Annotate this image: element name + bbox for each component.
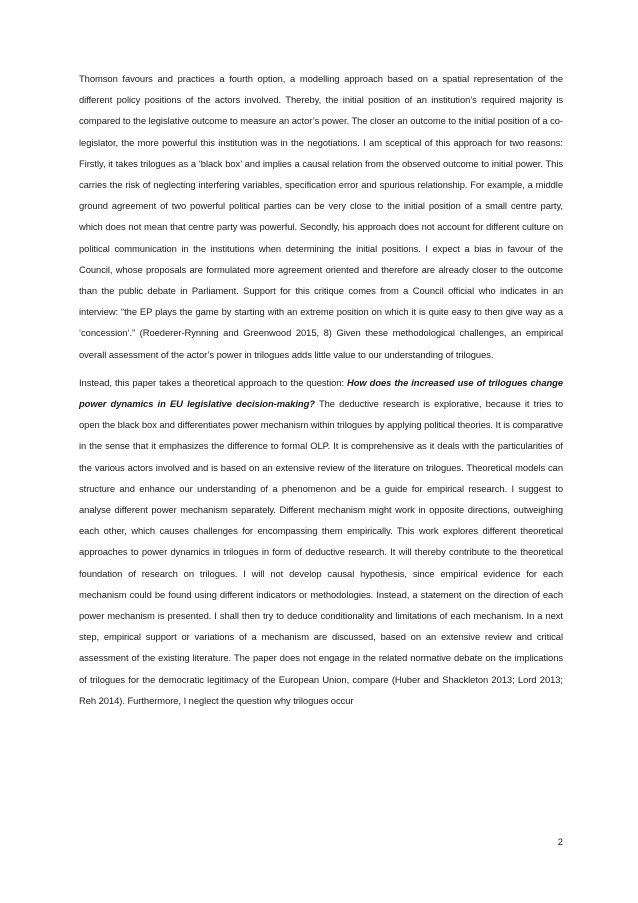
paragraph-text: Thomson favours and practices a fourth option, a modelling approach based on a spatial representation of the different policy positions of the actors involved. Thereby, the initial position of an institution’s required majority is compared to the legislative outcome to measure an actor’s power. The closer an outcome to the initial position of a co-legislator, the more powerful this institution was in the negotiations. I am sceptical of this approach for two reasons: Firstly, it takes trilogues as a ‘black box’ and implies a causal relation from the observed outcome to initial power. This carries the risk of neglecting interfering variables, specification error and spurious relationship. For example, a middle ground agreement of two powerful political parties can be very close to the initial position of a small centre party, which does not mean that centre party was powerful. Secondly, his approach does not account for different culture on political communication in the institutions when determining the initial positions. I expect a bias in favour of the Council, whose proposals are formulated more agreement oriented and therefore are already closer to the outcome than the public debate in Parliament. Support for this critique comes from a Council official who indicates in an interview: “the EP plays the game by starting with an extreme position on which it is quite easy to then give way as a ‘concession’.” (Roederer-Rynning and Greenwood 2015, 8) Given these methodological challenges, an empirical overall assessment of the actor’s power in trilogues adds little value to our understanding of trilogues. bbox=[79, 73, 563, 360]
page-number: 2 bbox=[557, 836, 563, 847]
paragraph-intro: Instead, this paper takes a theoretical approach to the question: bbox=[79, 376, 348, 388]
paragraph-text: The deductive research is explorative, because it tries to open the black box and differentiates power mechanism within trilogues by applying political theories. It is comparative in the sense that it emphasizes the difference to formal OLP. It is comprehensive as it deals with the particularities of the various actors involved and is based on an extensive review of the literature on trilogues. Theoretical models can structure and enhance our understanding of a phenomenon and be a guide for empirical research. I suggest to analyse different power mechanism separately. Different mechanism might work in opposite directions, outweighing each other, which causes challenges for encompassing them empirically. This work explores different theoretical approaches to power dynamics in trilogues in form of deductive research. It will thereby contribute to the theoretical foundation of research on trilogues. I will not develop causal hypothesis, since empirical evidence for each mechanism could be found using different indicators or methodologies. Instead, a statement on the direction of each power mechanism is presented. I shall then try to deduce conditionality and limitations of each mechanism. In a next step, empirical support or variations of a mechanism are discussed, based on an extensive review and critical assessment of the existing literature. The paper does not engage in the related normative debate on the implications of trilogues for the democratic legitimacy of the European Union, compare (Huber and Shackleton 2013; Lord 2013; Reh 2014). Furthermore, I neglect the question why trilogues occur bbox=[79, 398, 563, 706]
paragraph-research-approach bbox=[79, 372, 563, 711]
research-question: How does the increased use of trilogues change power dynamics in EU legislative decision-making? bbox=[79, 376, 563, 410]
paragraph-thomson-critique bbox=[79, 68, 563, 365]
document-page bbox=[79, 68, 563, 711]
